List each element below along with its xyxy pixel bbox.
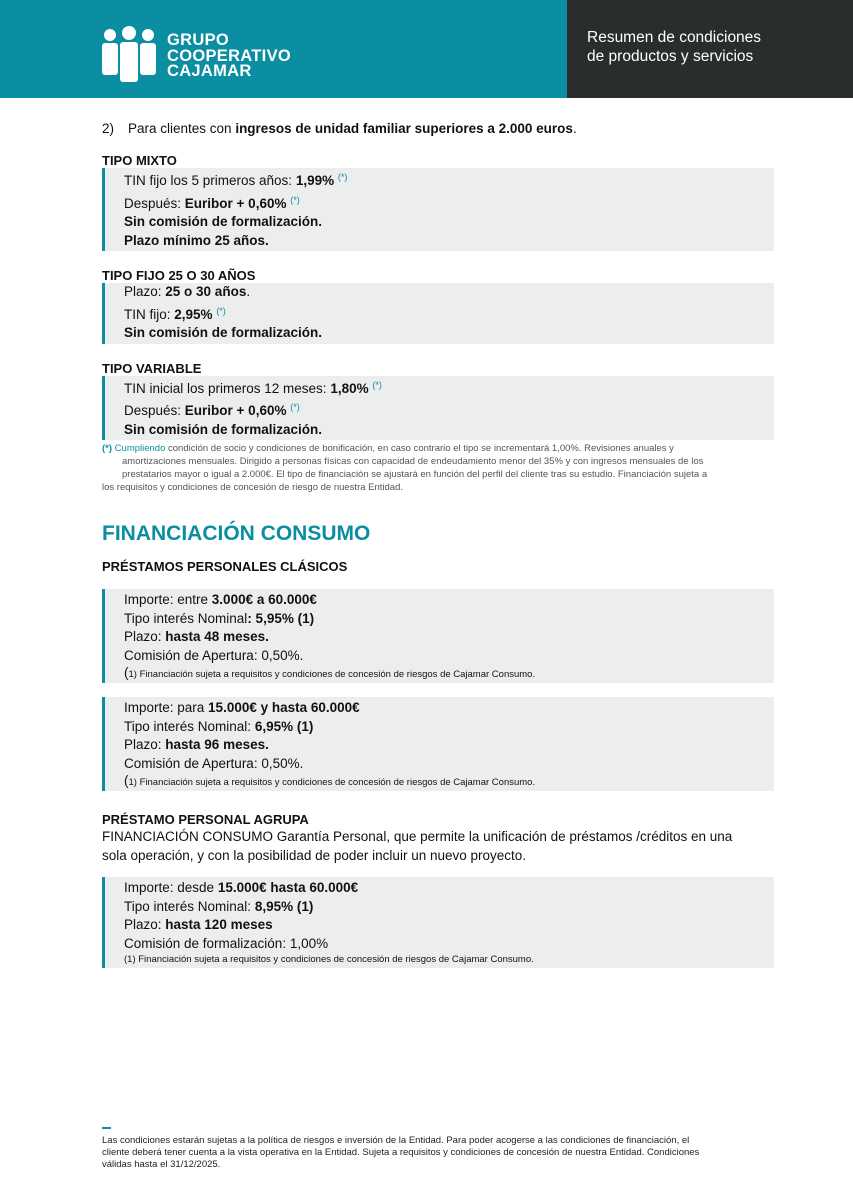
section-title-fijo: TIPO FIJO 25 O 30 AÑOS [102,268,256,283]
footnote-line: amortizaciones mensuales. Dirigido a personas físicas con capacidad de endeudamiento menor del 35% y con ingresos mensuales de los [122,456,704,467]
condition-label: Plazo: [124,737,166,752]
condition-value: 3.000€ a 60.000€ [211,592,317,607]
condition-line [124,213,774,232]
condition-line [124,232,774,251]
asterisk-mark: (*) [372,379,382,390]
condition-label: TIN fijo los 5 primeros años: [124,173,296,188]
logo-line: COOPERATIVO [167,46,292,65]
paragraph-line: FINANCIACIÓN CONSUMO Garantía Personal, que permite la unificación de préstamos /créditos en una [102,829,733,844]
condition-value: hasta 120 meses [165,917,273,932]
logo-line: CAJAMAR [167,62,252,80]
subsection-title-clasicos: PRÉSTAMOS PERSONALES CLÁSICOS [102,559,348,574]
condition-label: TIN fijo: [124,306,175,322]
condition-line [124,421,774,440]
footnote-text: condición de socio y condiciones de bonificación, en caso contrario el tipo se incrementará 1,00%. Revisiones anuales y [165,443,674,454]
page-header [0,0,853,98]
condition-label: Importe: entre [124,592,212,607]
condition-value: 1,80% [330,380,369,396]
footnote-line: prestatarios mayor o igual a 2.000€. El tipo de financiación se ajustará en función del perfil del cliente tras su estudio. Financiación sujeta a [122,469,708,480]
condition-line [124,916,774,935]
condition-line: Comisión de formalización: 1,00% [124,935,329,951]
header-brand-band [0,0,567,98]
asterisk-mark: (*) [290,402,300,412]
condition-label: TIN inicial los primeros 12 meses: [124,380,331,396]
subsection-title-agrupa: PRÉSTAMO PERSONAL AGRUPA [102,812,309,827]
condition-value: 25 o 30 años [165,284,247,299]
condition-label: Importe: desde [124,880,218,895]
document-body [102,118,774,968]
condition-period: . [246,284,251,299]
box-footnote: (1) Financiación sujeta a requisitos y condiciones de concesión de riesgos de Cajamar Consumo. [124,954,534,965]
logo-line: GRUPO [167,31,230,49]
conditions-box-clasico-1 [102,589,774,683]
page-footer [102,1127,762,1171]
intro-bold: ingresos de unidad familiar superiores a 2.000 euros [235,121,573,136]
conditions-box-mixto [102,168,774,251]
condition-line [124,591,774,610]
condition-line [124,376,774,399]
footnote-star: (*) [102,443,113,454]
condition-line [124,191,774,214]
condition-value: : 5,95% (1) [247,610,315,626]
box-footnote [124,666,774,681]
condition-line: Comisión de Apertura: 0,50%. [124,647,304,663]
condition-value: Sin comisión de formalización. [124,421,323,437]
asterisk-mark: (*) [216,305,226,316]
condition-value: hasta 96 meses. [165,737,269,752]
condition-value: 2,95% [174,306,213,322]
footer-line: válidas hasta el 31/12/2025. [102,1159,221,1170]
condition-line [124,283,774,302]
condition-label: Plazo: [124,917,166,932]
condition-value: 6,95% (1) [254,718,314,734]
section-title-variable: TIPO VARIABLE [102,360,202,376]
section-title-mixto: TIPO MIXTO [102,153,177,168]
condition-value: hasta 48 meses. [165,629,269,644]
intro-paragraph [102,121,774,136]
intro-text: Para clientes con [128,121,236,136]
condition-line [124,699,774,718]
condition-label: Plazo: [124,284,166,299]
condition-label: Tipo interés Nominal: [124,898,255,914]
condition-line [124,324,774,343]
condition-line [124,398,774,421]
footnote-line [102,442,774,455]
condition-line [124,879,774,898]
condition-value: 15.000€ y hasta 60.000€ [208,700,360,715]
paragraph-line: sola operación, y con la posibilidad de poder incluir un nuevo proyecto. [102,848,527,863]
people-group-icon [100,26,158,82]
condition-line [124,898,774,917]
condition-line [124,610,774,629]
footnote-paren: ( [124,665,129,680]
condition-line [124,168,774,191]
condition-line [124,736,774,755]
box-footnote [124,774,774,789]
condition-line: Comisión de Apertura: 0,50%. [124,755,304,771]
intro-period: . [572,121,577,136]
condition-value: 1,99% [295,173,335,188]
footnote-line: los requisitos y condiciones de concesión de riesgo de nuestra Entidad. [102,482,404,493]
conditions-box-variable [102,376,774,441]
condition-label: Tipo interés Nominal: [124,718,255,734]
condition-line [124,302,774,325]
condition-value: 15.000€ hasta 60.000€ [217,880,359,895]
footnote-mortgage [102,442,774,494]
asterisk-mark: (*) [337,172,348,182]
condition-label: Después: [124,195,185,211]
condition-value: Sin comisión de formalización. [124,214,323,229]
header-title-panel [567,0,853,98]
footnote-highlight: Cumpliendo [114,443,166,454]
footnote-paren: ( [124,773,129,788]
conditions-box-fijo [102,283,774,344]
section-heading-consumo: FINANCIACIÓN CONSUMO [102,522,371,545]
header-title-line: de productos y servicios [587,48,754,65]
cajamar-logo [100,26,291,82]
conditions-box-agrupa [102,877,774,968]
condition-line [124,628,774,647]
condition-value: Euribor + 0,60% [184,403,287,418]
header-title-line: Resumen de condiciones [587,29,762,46]
logo-wordmark [167,33,291,80]
agrupa-description [102,827,774,865]
footer-line: cliente deberá tener cuenta a la vista operativa en la Entidad. Sujeta a requisitos y condiciones de concesión de nuestra Entidad. Condiciones [102,1147,700,1158]
condition-value: 8,95% (1) [254,898,314,914]
condition-label: Plazo: [124,629,166,644]
condition-value: Sin comisión de formalización. [124,325,323,340]
footnote-text: 1) Financiación sujeta a requisitos y condiciones de concesión de riesgos de Cajamar Consumo. [128,777,536,788]
condition-value: Euribor + 0,60% [184,195,287,211]
footer-line: Las condiciones estarán sujetas a la política de riesgos e inversión de la Entidad. Para poder acogerse a las condiciones de financiación, el [102,1135,690,1146]
footnote-text: 1) Financiación sujeta a requisitos y condiciones de concesión de riesgos de Cajamar Consumo. [128,669,536,680]
asterisk-mark: (*) [290,194,300,205]
footer-accent-dash [102,1127,111,1129]
condition-label: Tipo interés Nominal [124,610,248,626]
condition-label: Importe: para [124,700,209,715]
condition-label: Después: [124,403,185,418]
condition-value: Plazo mínimo 25 años. [124,232,269,248]
list-number: 2) [102,121,115,136]
conditions-box-clasico-2 [102,697,774,791]
condition-line [124,718,774,737]
